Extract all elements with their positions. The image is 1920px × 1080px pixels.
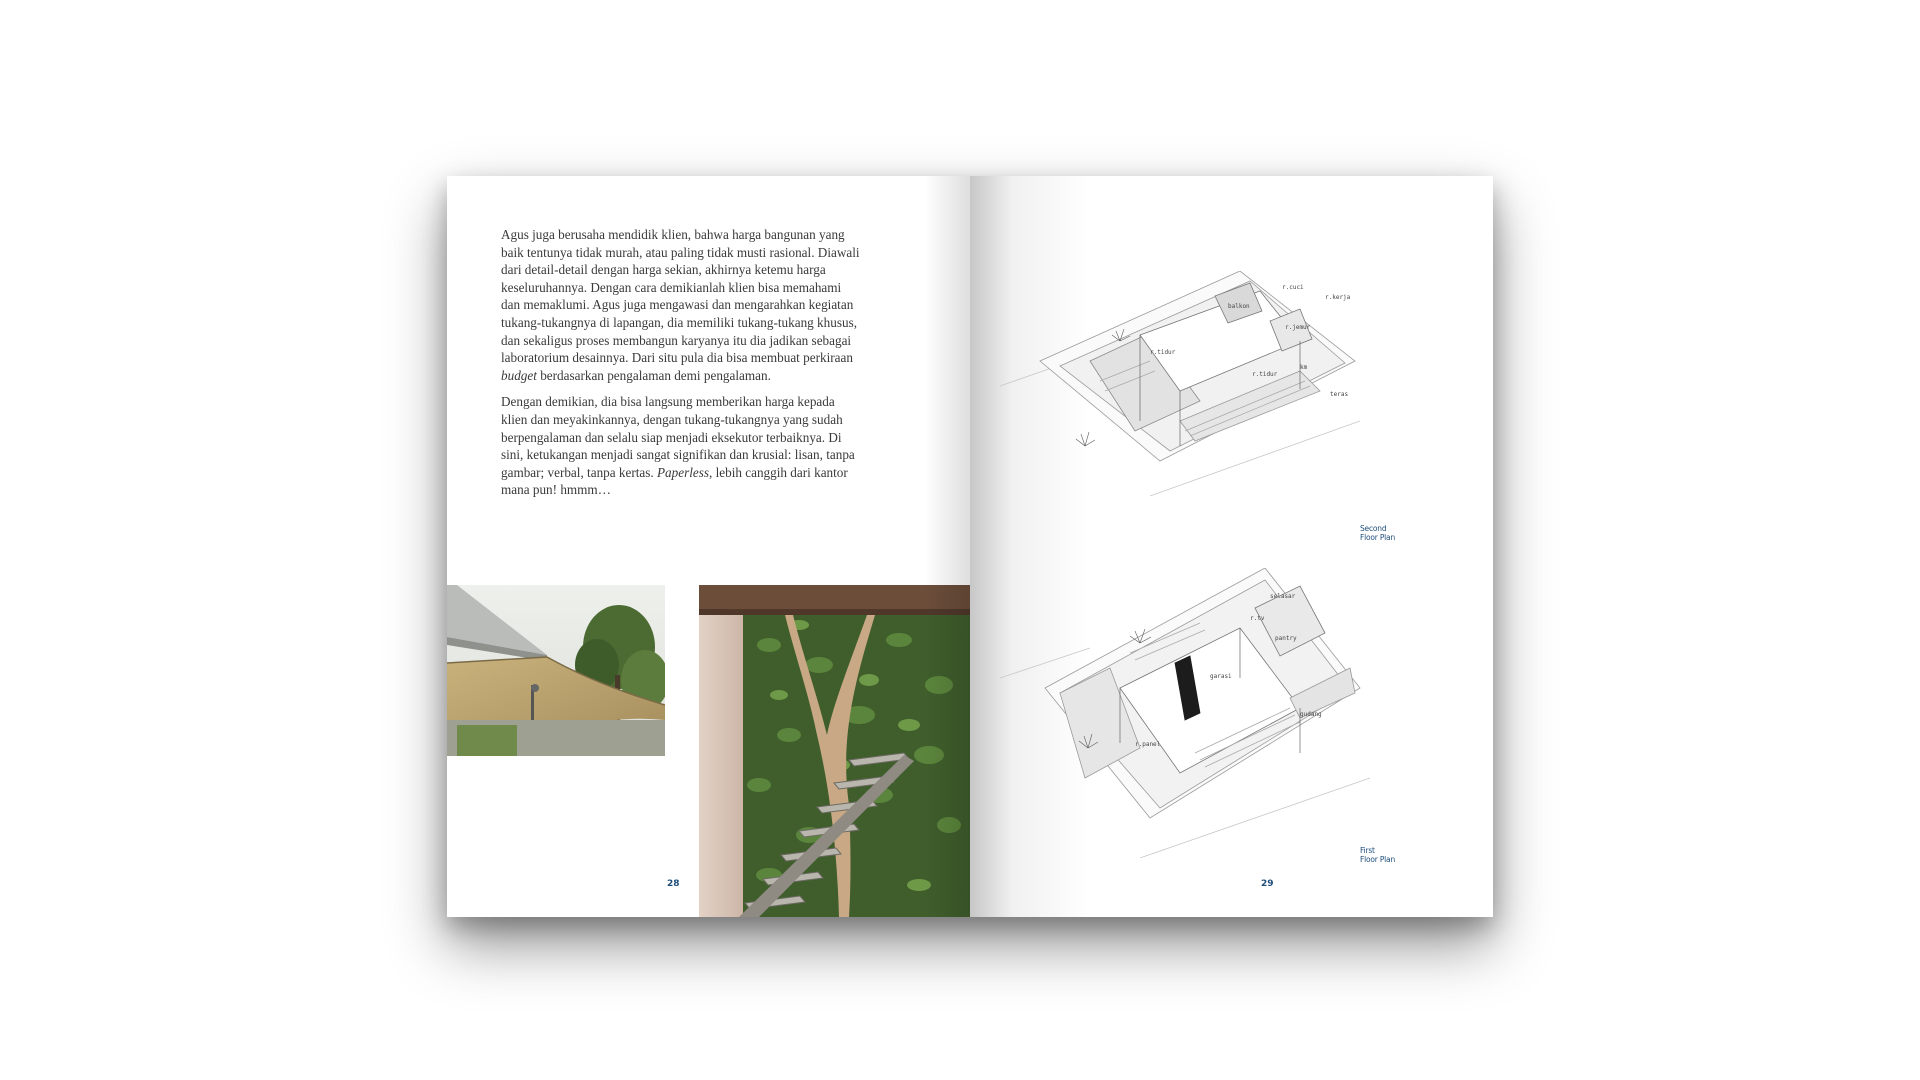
room-label: balkon <box>1228 303 1250 310</box>
italic-budget: budget <box>501 367 537 383</box>
awning-photo <box>447 585 665 756</box>
room-label: r.tv <box>1250 615 1265 622</box>
second-floor-plan-caption: Second Floor Plan <box>1360 524 1395 542</box>
right-page <box>970 176 1493 917</box>
room-label: r.panel <box>1135 741 1161 748</box>
second-floor-plan-drawing <box>1000 271 1470 496</box>
room-label: r.kerja <box>1325 294 1351 301</box>
room-label: km <box>1300 364 1308 371</box>
page-number-left: 28 <box>667 879 680 889</box>
first-floor-plan-caption: First Floor Plan <box>1360 846 1395 864</box>
room-label: r.cuci <box>1282 284 1304 291</box>
room-label: r.jemur <box>1285 324 1311 331</box>
room-label: gudang <box>1300 711 1322 718</box>
room-label: garasi <box>1210 673 1232 680</box>
room-label: r.tidur <box>1150 349 1176 356</box>
staircase-photo <box>699 585 970 917</box>
paragraph-2: Dengan demikian, dia bisa langsung memberikan harga kepada klien dan meyakinkannya, dengan tukang-tukangnya yang sudah berpengalaman dan selalu siap menjadi eksekutor terbaiknya. Di sini, ketukangan menjadi sangat signifikan dan krusial: lisan, tanpa gambar; verbal, tanpa kertas. Paperless, lebih canggih dari kantor mana pun! hmmm… <box>501 394 855 498</box>
book-spread <box>447 176 1493 917</box>
room-label: pantry <box>1275 635 1297 642</box>
paragraph-1: Agus juga berusaha mendidik klien, bahwa harga bangunan yang baik tentunya tidak murah, atau paling tidak musti rasional. Diawali dari detail-detail dengan harga sekian, akhirnya ketemu harga keseluruhannya. Dengan cara demikianlah klien bisa memahami dan memaklumi. Agus juga mengawasi dan mengarahkan kegiatan tukang-tukangnya di lapangan, dia memiliki tukang-tukang khusus, dan sekaligus proses membangun karyanya itu dia jadikan sebagai laboratorium desainnya. Dari situ pula dia bisa membuat perkiraan budget berdasarkan pengalaman demi pengalaman. <box>501 227 860 383</box>
room-label: r.tidur <box>1252 371 1278 378</box>
first-floor-plan-drawing <box>1000 568 1470 858</box>
italic-paperless: Paperless <box>656 464 709 480</box>
room-label: teras <box>1330 391 1349 398</box>
body-text <box>501 226 861 508</box>
room-label: selasar <box>1270 593 1296 600</box>
page-number-right: 29 <box>1261 879 1274 889</box>
left-page <box>447 176 970 917</box>
